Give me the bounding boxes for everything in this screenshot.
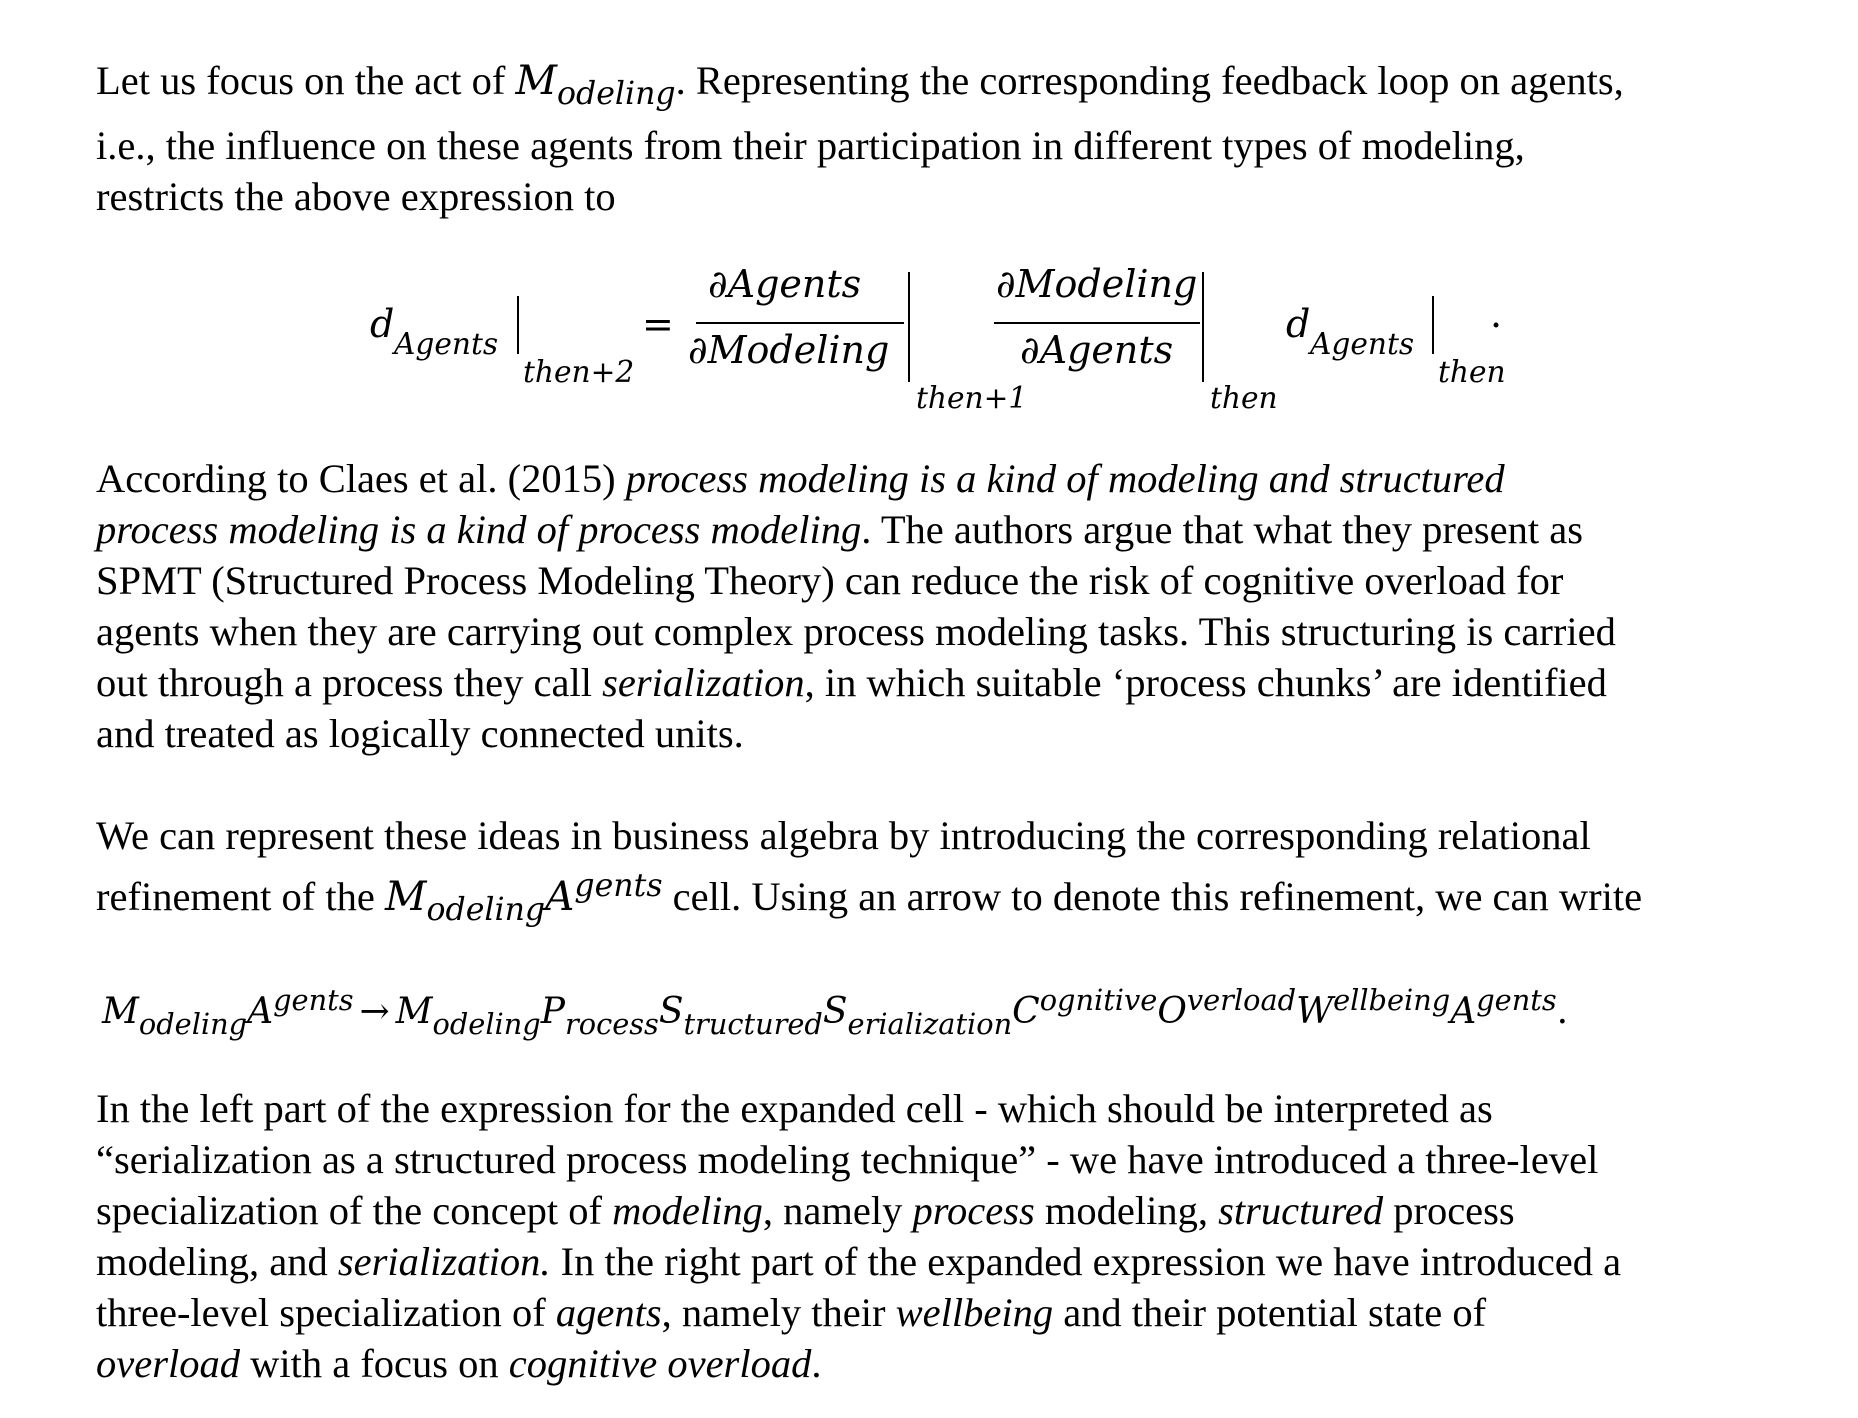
text-line: SPMT (Structured Process Modeling Theory) can reduce the risk of cognitive overload for <box>96 558 1564 603</box>
eq2-term-subscript: rocess <box>564 1006 659 1041</box>
eq-lhs-d: d <box>370 302 395 346</box>
eq2-term <box>540 990 659 1041</box>
eq-frac1-numerator: ∂Agents <box>708 262 862 306</box>
text-line: According to Claes et al. (2015) process modeling is a kind of modeling and structured <box>96 456 1505 501</box>
eq2-term <box>247 983 354 1032</box>
eq2-term-main: P <box>540 990 565 1032</box>
eq-frac2-line <box>994 322 1200 324</box>
text-line: We can represent these ideas in business algebra by introducing the corresponding relational <box>96 813 1591 858</box>
equation-feedback-loop <box>370 262 1520 415</box>
eq-frac2-numerator: ∂Modeling <box>996 262 1198 306</box>
eq-rhs-d: d <box>1286 302 1311 346</box>
paragraph-intro <box>96 55 1796 222</box>
eq-equals: = <box>642 302 674 346</box>
eq-frac2-eval: then <box>1210 380 1278 415</box>
math-modeling: $M_{odeling}$ <box>515 56 676 113</box>
text-line: specialization of the concept of modeling, namely process modeling, structured process <box>96 1188 1515 1233</box>
paragraph-expanded-cell <box>96 1083 1796 1389</box>
text-line: modeling, and serialization. In the right part of the expanded expression we have introduced a <box>96 1239 1622 1284</box>
eq2-term-subscript: odeling <box>432 1006 541 1041</box>
eq-frac2-denominator: ∂Agents <box>1020 328 1174 372</box>
eq2-term-main: W <box>1296 990 1334 1032</box>
text-line: restricts the above expression to <box>96 174 616 220</box>
equation-refinement <box>102 970 1568 1054</box>
text-line: “serialization as a structured process modeling technique” - we have introduced a three-level <box>96 1137 1599 1182</box>
eq2-term <box>1157 983 1297 1032</box>
eq2-term-main: O <box>1157 990 1187 1032</box>
text-line: agents when they are carrying out complex process modeling tasks. This structuring is carried <box>96 609 1616 654</box>
eq2-term <box>102 990 248 1041</box>
eq2-term-subscript: odeling <box>138 1006 248 1041</box>
eq2-term-main: M <box>395 990 433 1032</box>
eq-eval-bar <box>908 272 910 382</box>
eq2-term-superscript: verload <box>1186 983 1297 1017</box>
eq2-term-main: A <box>247 990 274 1032</box>
eq2-term <box>1450 983 1557 1032</box>
text-line: and treated as logically connected units. <box>96 711 744 756</box>
eq2-term <box>1296 983 1451 1032</box>
eq2-term-main: C <box>1012 990 1040 1032</box>
eq-frac1-line <box>696 322 904 324</box>
eq-eval-bar <box>517 296 519 354</box>
eq2-term-main: M <box>102 990 139 1032</box>
text-line: In the left part of the expression for the expanded cell - which should be interpreted as <box>96 1086 1493 1131</box>
paragraph-claes <box>96 453 1796 759</box>
eq2-arrow: → <box>359 990 390 1032</box>
eq-eval-bar <box>1432 296 1434 354</box>
eq2-term-superscript: gents <box>1476 983 1557 1017</box>
eq2-term-main: S <box>822 990 848 1032</box>
paragraph-business-algebra <box>96 810 1796 936</box>
text-line: i.e., the influence on these agents from their participation in different types of modeling, <box>96 123 1525 169</box>
eq2-term-superscript: ellbeing <box>1333 983 1451 1017</box>
text-line: out through a process they call serialization, in which suitable ‘process chunks’ are identified <box>96 660 1607 705</box>
text-line: three-level specialization of agents, namely their wellbeing and their potential state of <box>96 1290 1487 1335</box>
text-line: process modeling is a kind of process modeling. The authors argue that what they present as <box>96 507 1583 552</box>
eq2-term-superscript: gents <box>273 983 354 1017</box>
eq2-term <box>658 990 823 1041</box>
eq-frac1-eval: then+1 <box>916 380 1028 415</box>
text-line: Let us focus on the act of $M_{odeling}$. Representing the corresponding feedback loop on agents, <box>96 56 1624 113</box>
eq2-term-subscript: erialization <box>847 1006 1013 1041</box>
eq-end-dot: . <box>1490 292 1503 336</box>
eq2-term-superscript: ognitive <box>1039 983 1158 1017</box>
eq-frac1-denominator: ∂Modeling <box>688 328 890 372</box>
text-line: refinement of the $M_{odeling}A^{gents}$ cell. Using an arrow to denote this refinement, we can write <box>96 868 1643 929</box>
eq2-term-main: S <box>658 990 684 1032</box>
text-line: overload with a focus on cognitive overload. <box>96 1341 822 1386</box>
eq2-rhs <box>395 983 1557 1041</box>
eq2-lhs <box>102 983 354 1041</box>
eq-eval-bar <box>1202 272 1204 382</box>
eq2-term-main: A <box>1450 990 1477 1032</box>
eq2-term <box>822 990 1013 1041</box>
eq-lhs-eval: then+2 <box>523 354 635 389</box>
eq-lhs-subscript: Agents <box>394 326 499 361</box>
math-modeling-agents-cell: $M_{odeling}A^{gents}$ <box>385 868 663 929</box>
eq2-term <box>395 990 541 1041</box>
eq-rhs-subscript: Agents <box>1310 326 1415 361</box>
eq-rhs-eval: then <box>1438 354 1506 389</box>
eq2-end-dot: . <box>1556 990 1569 1032</box>
eq2-term <box>1012 983 1158 1032</box>
eq2-term-subscript: tructured <box>683 1006 823 1041</box>
